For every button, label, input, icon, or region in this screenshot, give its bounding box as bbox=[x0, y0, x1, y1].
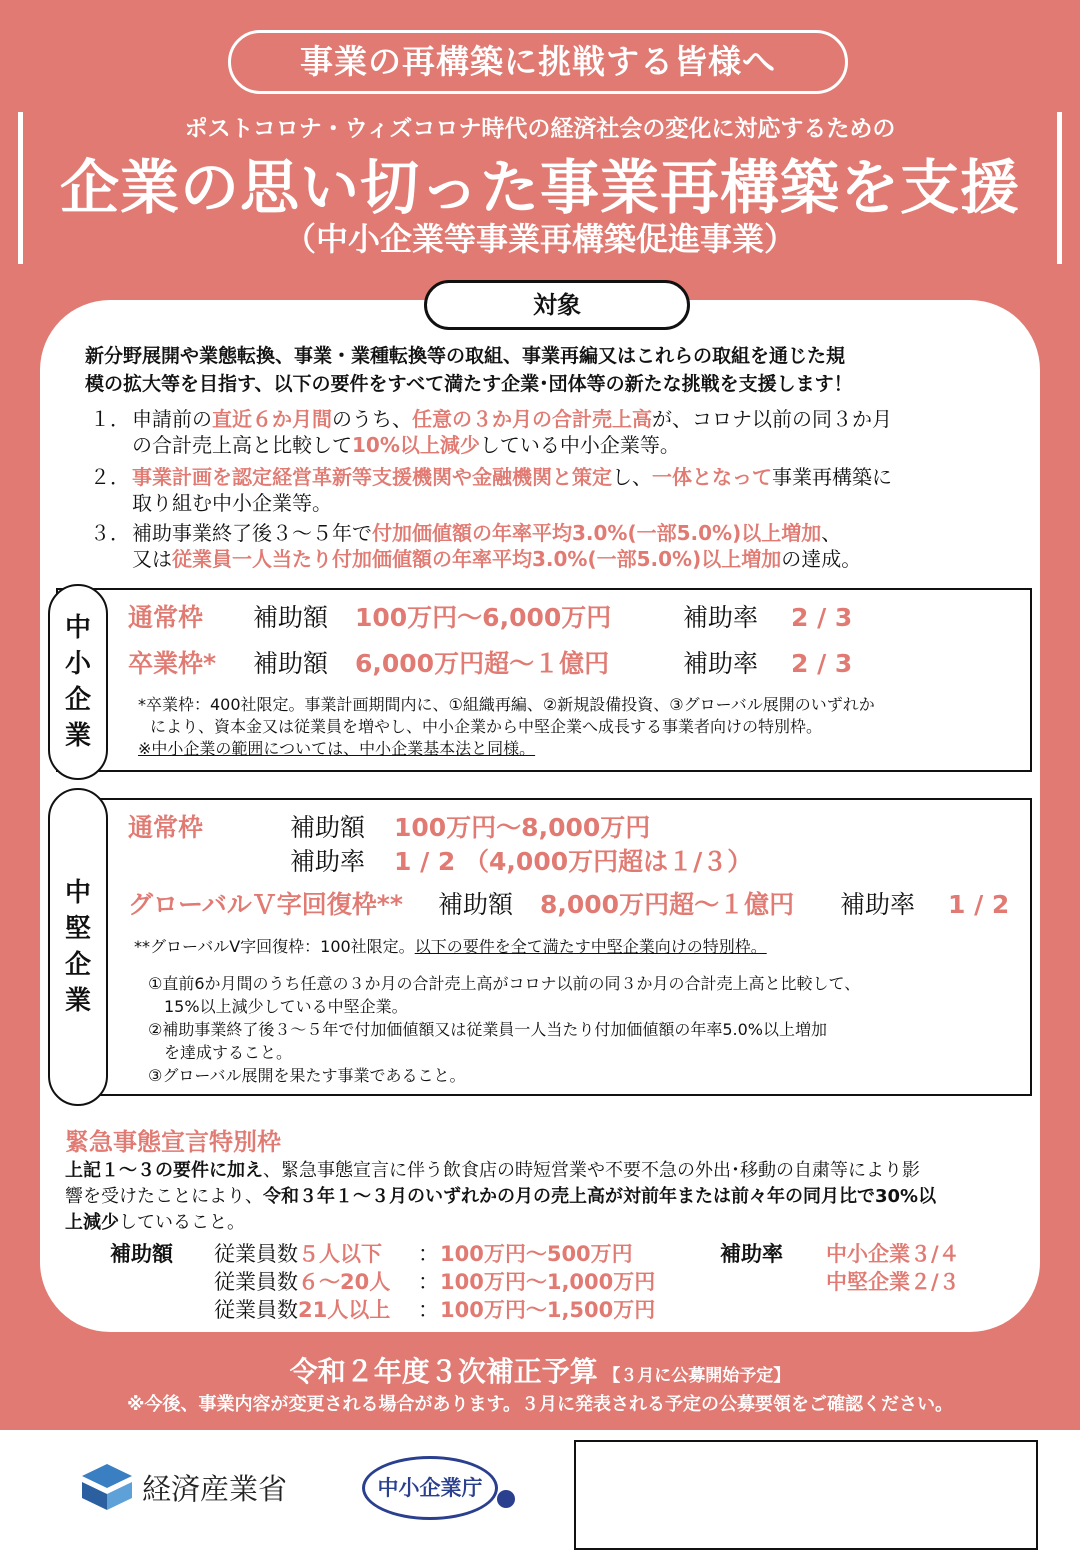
requirement-number: ２． bbox=[90, 465, 130, 489]
tier-sep: ： bbox=[418, 1270, 439, 1294]
tier-size: ６～20人 bbox=[298, 1270, 391, 1294]
req-text: のうち、 bbox=[332, 407, 412, 431]
midsize-row-normal-rate bbox=[290, 842, 752, 878]
note-line: **グローバルV字回復枠：100社限定。 bbox=[134, 937, 415, 956]
req-text: 申請前の bbox=[132, 407, 212, 431]
emergency-rate-midsize: 中堅企業２/３ bbox=[826, 1270, 960, 1294]
emergency-text: 上記１～３の要件に加え bbox=[65, 1160, 263, 1181]
tier-sep: ： bbox=[418, 1298, 439, 1322]
tier-amount: 100万円～1,000万円 bbox=[440, 1270, 656, 1294]
sme-agency-dot-icon bbox=[497, 1490, 515, 1508]
tier-sep: ： bbox=[418, 1242, 439, 1266]
req-text: の達成。 bbox=[781, 547, 862, 571]
emergency-text: していること。 bbox=[119, 1212, 245, 1233]
sme-notes bbox=[138, 694, 1028, 760]
header-pill: 事業の再構築に挑戦する皆様へ bbox=[228, 30, 848, 94]
page-title: 企業の思い切った事業再構築を支援 bbox=[59, 153, 1020, 222]
note-line: を達成すること。 bbox=[164, 1043, 293, 1062]
tier-prefix: 従業員数 bbox=[214, 1270, 298, 1294]
target-intro bbox=[85, 342, 1015, 398]
tab-char: 堅 bbox=[64, 914, 91, 944]
rate-value: 2 / 3 bbox=[791, 603, 853, 632]
emergency-text: 令和３年１～３月のいずれかの月の売上高が対前年または前々年の同月比で30%以 bbox=[263, 1186, 937, 1207]
tab-char: 中 bbox=[64, 878, 91, 908]
midsize-row-normal-amount bbox=[128, 808, 650, 844]
emergency-title: 緊急事態宣言特別枠 bbox=[65, 1128, 281, 1156]
tab-char: 小 bbox=[64, 649, 91, 679]
req-text: 又は bbox=[132, 547, 172, 571]
note-line: ③グローバル展開を果たす事業であること。 bbox=[148, 1066, 466, 1085]
requirement-3 bbox=[90, 520, 1020, 574]
rate-value: 2 / 3 bbox=[791, 649, 853, 678]
amount-label: 補助額 bbox=[253, 603, 329, 632]
frame-name: 卒業枠* bbox=[128, 649, 217, 678]
req-highlight: 一体となって bbox=[652, 465, 772, 489]
rate-label: 補助率 bbox=[683, 603, 759, 632]
emergency-tier-2 bbox=[214, 1266, 655, 1296]
emergency-text: 響を受けたことにより、 bbox=[65, 1186, 263, 1207]
emergency-rate-label: 補助率 bbox=[720, 1242, 783, 1266]
req-text: している中小企業等。 bbox=[479, 433, 680, 457]
meti-emblem-icon bbox=[82, 1464, 132, 1510]
emergency-tier-3 bbox=[214, 1294, 655, 1324]
sme-tab bbox=[48, 584, 108, 780]
budget-main: 令和２年度３次補正予算 bbox=[289, 1355, 598, 1388]
req-text: 補助事業終了後３～５年で bbox=[132, 521, 372, 545]
budget-sub: 【３月に公募開始予定】 bbox=[603, 1366, 791, 1386]
tab-char: 企 bbox=[64, 685, 91, 715]
amount-label: 補助額 bbox=[253, 649, 329, 678]
emergency-rate-sme: 中小企業３/４ bbox=[826, 1242, 960, 1266]
requirement-2 bbox=[90, 464, 1020, 518]
amount-value: 6,000万円超～１億円 bbox=[355, 649, 610, 678]
midsize-notes bbox=[148, 972, 1018, 1087]
tier-size: ５人以下 bbox=[298, 1242, 382, 1266]
emergency-amount-label: 補助額 bbox=[110, 1242, 173, 1266]
rate-value: 1 / 2 bbox=[948, 890, 1010, 919]
req-highlight: 従業員一人当たり付加価値額の年率平均3.0%(一部5.0%)以上増加 bbox=[172, 547, 782, 571]
sme-row-normal bbox=[128, 598, 852, 634]
tier-size: 21人以上 bbox=[298, 1298, 391, 1322]
note-line: 15%以上減少している中堅企業。 bbox=[164, 997, 408, 1016]
meti-logo-text: 経済産業省 bbox=[142, 1471, 288, 1506]
amount-value: 100万円～6,000万円 bbox=[355, 603, 612, 632]
req-text: 、 bbox=[821, 521, 842, 545]
meti-logo bbox=[82, 1464, 287, 1510]
note-line: ①直前6か月間のうち任意の３か月の合計売上高がコロナ以前の同３か月の合計売上高と比較して、 bbox=[148, 974, 861, 993]
requirement-number: １． bbox=[90, 407, 130, 431]
program-name: （中小企業等事業再構築促進事業） bbox=[283, 220, 796, 258]
emergency-text: 、緊急事態宣言に伴う飲食店の時短営業や不要不急の外出･移動の自粛等により影 bbox=[263, 1160, 920, 1181]
req-highlight: 直近６か月間 bbox=[212, 407, 332, 431]
amount-label: 補助額 bbox=[290, 813, 366, 842]
req-text: 事業再構築に bbox=[772, 465, 892, 489]
tier-amount: 100万円～1,500万円 bbox=[440, 1298, 656, 1322]
intro-line-1: 新分野展開や業態転換、事業・業種転換等の取組、事業再編又はこれらの取組を通じた規 bbox=[85, 345, 846, 367]
requirement-number: ３． bbox=[90, 521, 130, 545]
sme-row-graduation bbox=[128, 644, 852, 680]
midsize-note-head bbox=[134, 936, 1024, 958]
tier-prefix: 従業員数 bbox=[214, 1242, 298, 1266]
rate-value: 1 / 2 （4,000万円超は１/３） bbox=[394, 847, 753, 876]
req-text: し、 bbox=[612, 465, 652, 489]
req-highlight: 10%以上減少 bbox=[352, 433, 480, 457]
note-line: により、資本金又は従業員を増やし、中小企業から中堅企業へ成長する事業者向けの特別枠。 bbox=[150, 717, 823, 736]
rate-label: 補助率 bbox=[840, 890, 916, 919]
emergency-tier-1 bbox=[214, 1238, 633, 1268]
tab-char: 企 bbox=[64, 950, 91, 980]
req-highlight: 事業計画を認定経営革新等支援機関や金融機関と策定 bbox=[132, 465, 612, 489]
emergency-text: 上減少 bbox=[65, 1212, 119, 1233]
tier-amount: 100万円～500万円 bbox=[440, 1242, 633, 1266]
sme-agency-logo: 中小企業庁 bbox=[362, 1456, 498, 1520]
frame-name: 通常枠 bbox=[128, 813, 204, 842]
tab-char: 業 bbox=[64, 721, 91, 751]
requirement-1 bbox=[90, 406, 1020, 460]
frame-name: グローバルＶ字回復枠** bbox=[128, 890, 403, 919]
amount-value: 100万円～8,000万円 bbox=[394, 813, 651, 842]
budget-line bbox=[0, 1350, 1080, 1390]
req-text: 取り組む中小企業等。 bbox=[132, 491, 332, 515]
amount-label: 補助額 bbox=[438, 890, 514, 919]
midsize-row-global bbox=[128, 885, 1009, 921]
emergency-body bbox=[65, 1158, 1025, 1236]
frame-name: 通常枠 bbox=[128, 603, 204, 632]
req-highlight: 付加価値額の年率平均3.0%(一部5.0%)以上増加 bbox=[372, 521, 822, 545]
req-text: の合計売上高と比較して bbox=[132, 433, 352, 457]
note-line: ②補助事業終了後３～５年で付加価値額又は従業員一人当たり付加価値額の年率5.0%以上増加 bbox=[148, 1020, 827, 1039]
header-subtitle: ポストコロナ・ウィズコロナ時代の経済社会の変化に対応するための bbox=[184, 116, 896, 142]
midsize-tab bbox=[48, 788, 108, 1106]
tab-char: 業 bbox=[64, 986, 91, 1016]
rate-label: 補助率 bbox=[683, 649, 759, 678]
intro-line-2: 模の拡大等を目指す、以下の要件をすべて満たす企業･団体等の新たな挑戦を支援します！ bbox=[85, 373, 853, 395]
note-line: *卒業枠：400社限定。事業計画期間内に、①組織再編、②新規設備投資、③グローバル展開のいずれか bbox=[138, 695, 875, 714]
req-highlight: 任意の３か月の合計売上高 bbox=[412, 407, 652, 431]
footnote: ※今後、事業内容が変更される場合があります。３月に発表される予定の公募要領をご確認ください。 bbox=[126, 1394, 954, 1415]
note-line: 以下の要件を全て満たす中堅企業向けの特別枠。 bbox=[414, 937, 767, 956]
tab-char: 中 bbox=[64, 613, 91, 643]
req-text: が、コロナ以前の同３か月 bbox=[652, 407, 892, 431]
tier-prefix: 従業員数 bbox=[214, 1298, 298, 1322]
target-label: 対象 bbox=[424, 280, 690, 330]
contact-box bbox=[574, 1440, 1038, 1550]
rate-label: 補助率 bbox=[290, 847, 366, 876]
note-line: ※中小企業の範囲については、中小企業基本法と同様。 bbox=[138, 739, 536, 758]
amount-value: 8,000万円超～１億円 bbox=[540, 890, 795, 919]
